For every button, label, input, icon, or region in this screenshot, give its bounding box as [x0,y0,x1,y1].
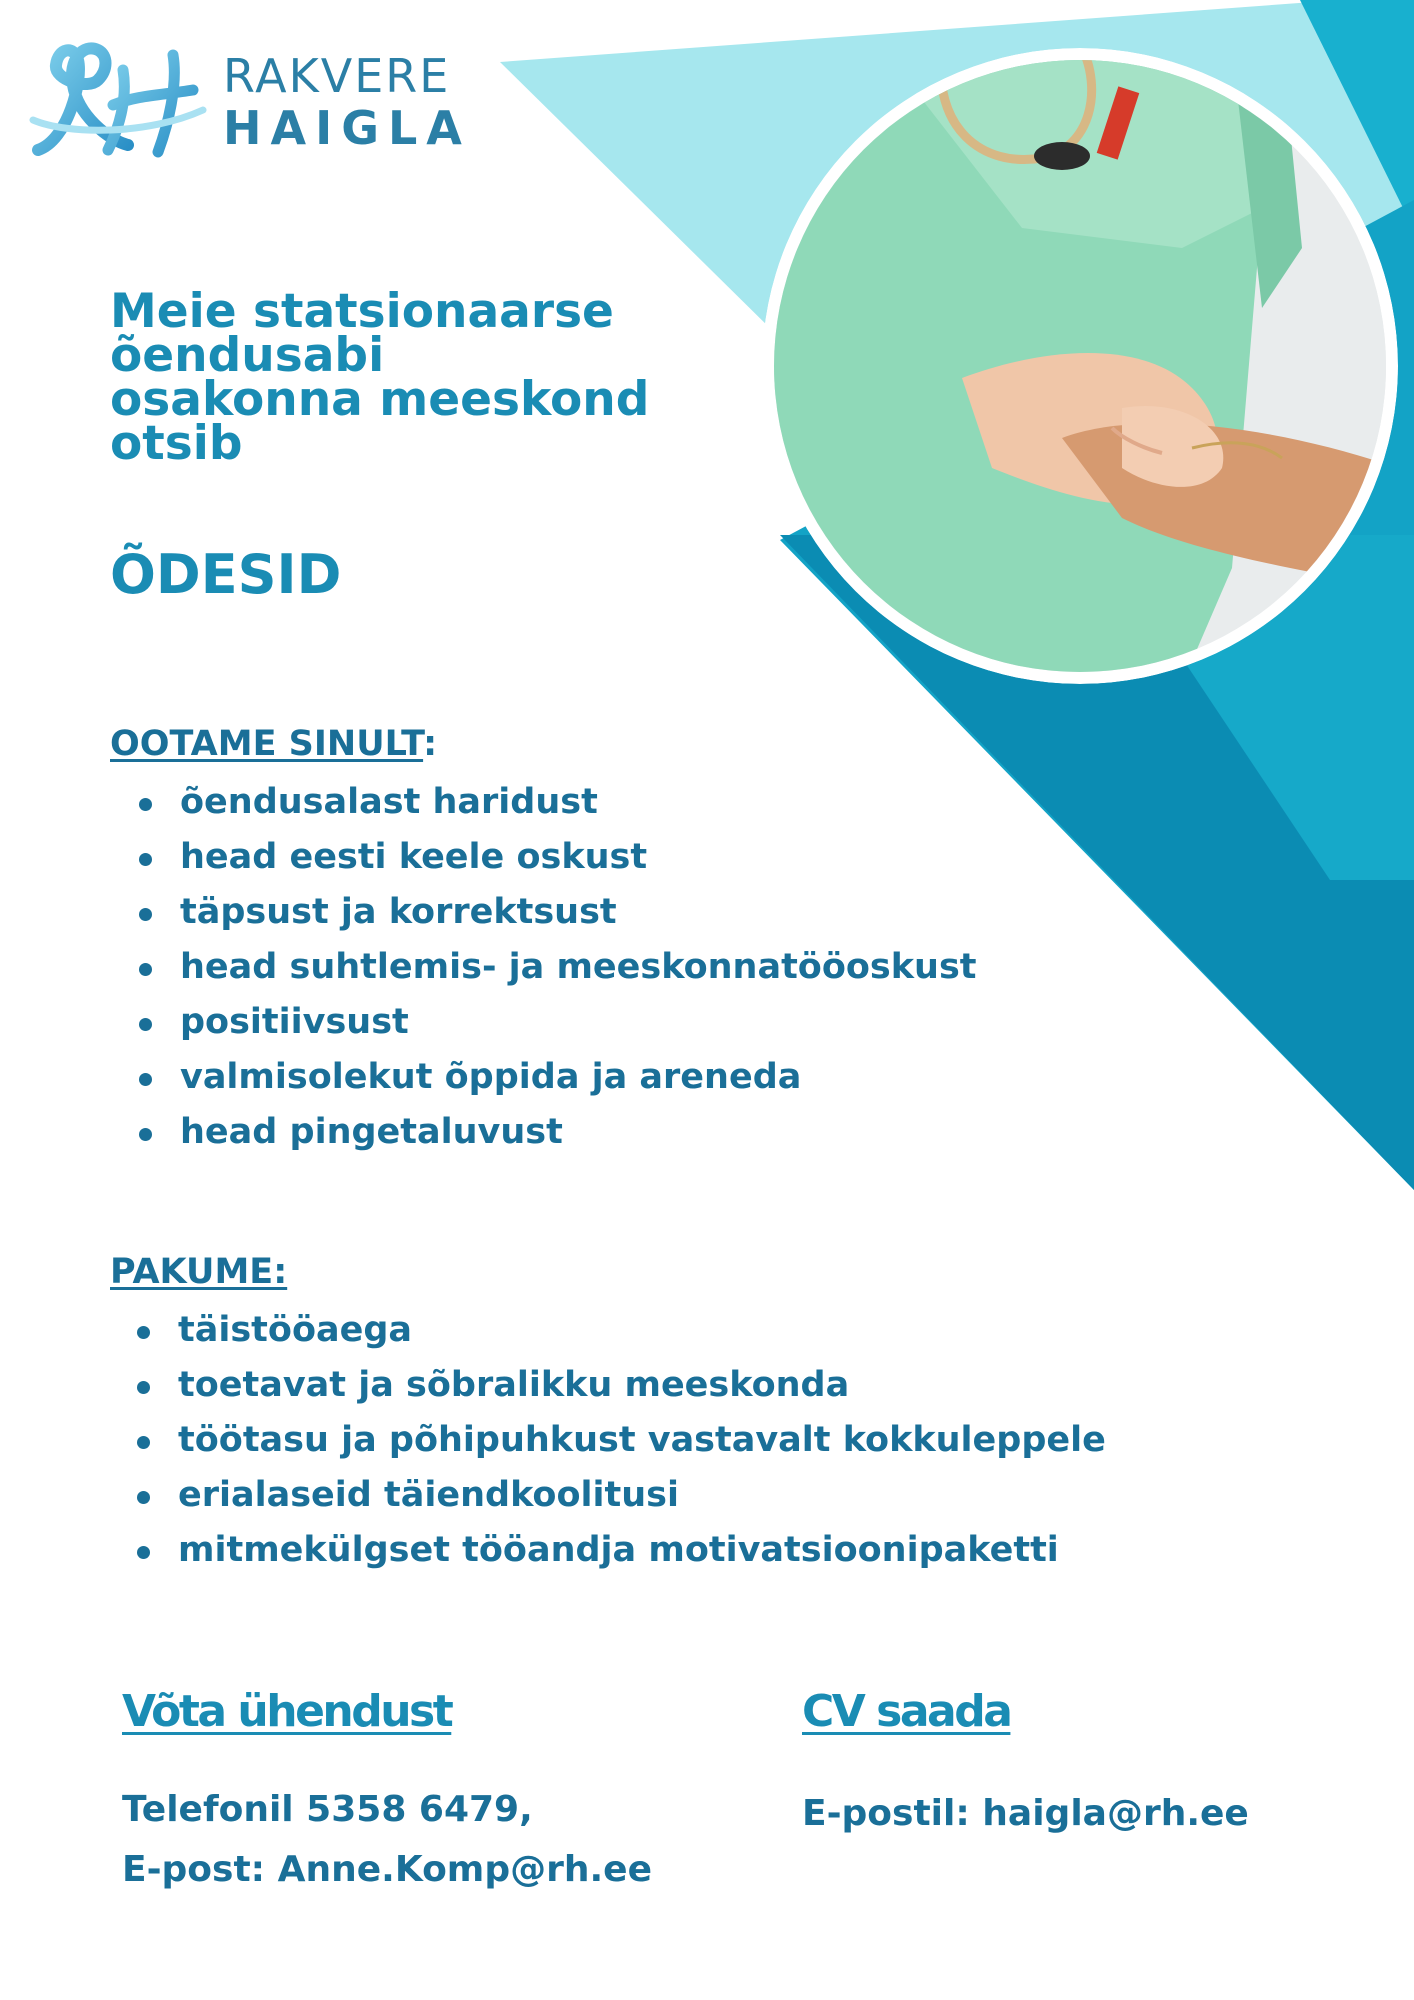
headline-line: otsib [110,416,243,471]
job-title: ÕDESID [110,543,342,606]
offer-heading [110,1250,287,1294]
page-headline [110,284,730,471]
list-item: täistööaega [133,1303,1106,1358]
contact-heading: Võta ühendust [122,1686,452,1737]
list-item: mitmekülgset tööandja motivatsioonipaketti [133,1523,1106,1578]
requirements-heading [110,722,437,766]
headline-line: õendusabi [110,328,385,383]
offer-list [133,1303,1106,1578]
list-item: täpsust ja korrektsust [135,885,977,940]
list-item: head eesti keele oskust [135,830,977,885]
hospital-logo [28,40,471,170]
logo-wordmark [223,50,471,154]
contact-phone[interactable]: Telefonil 5358 6479, [122,1789,533,1830]
cv-email[interactable]: E-postil: haigla@rh.ee [802,1793,1249,1834]
offer-heading-text: PAKUME: [110,1252,288,1292]
logo-line-rakvere: RAKVERE [223,49,451,103]
list-item: toetavat ja sõbralikku meeskonda [133,1358,1106,1413]
list-item: positiivsust [135,995,977,1050]
logo-line-haigla: HAIGLA [223,101,471,155]
rh-monogram-icon [28,40,208,165]
contact-email[interactable]: E-post: Anne.Komp@rh.ee [122,1849,652,1890]
requirements-heading-colon: : [423,724,438,764]
cv-heading: CV saada [802,1686,1011,1737]
headline-line: Meie statsionaarse [110,284,614,339]
requirements-list [135,775,977,1160]
nurse-holding-hands-photo [762,48,1398,684]
photo-illustration [762,48,1398,684]
list-item: head pingetaluvust [135,1105,977,1160]
list-item: head suhtlemis- ja meeskonnatööoskust [135,940,977,995]
list-item: valmisolekut õppida ja areneda [135,1050,977,1105]
list-item: õendusalast haridust [135,775,977,830]
list-item: erialaseid täiendkoolitusi [133,1468,1106,1523]
list-item: töötasu ja põhipuhkust vastavalt kokkuleppele [133,1413,1106,1468]
requirements-heading-text: OOTAME SINULT [110,724,424,764]
headline-line: osakonna meeskond [110,372,650,427]
